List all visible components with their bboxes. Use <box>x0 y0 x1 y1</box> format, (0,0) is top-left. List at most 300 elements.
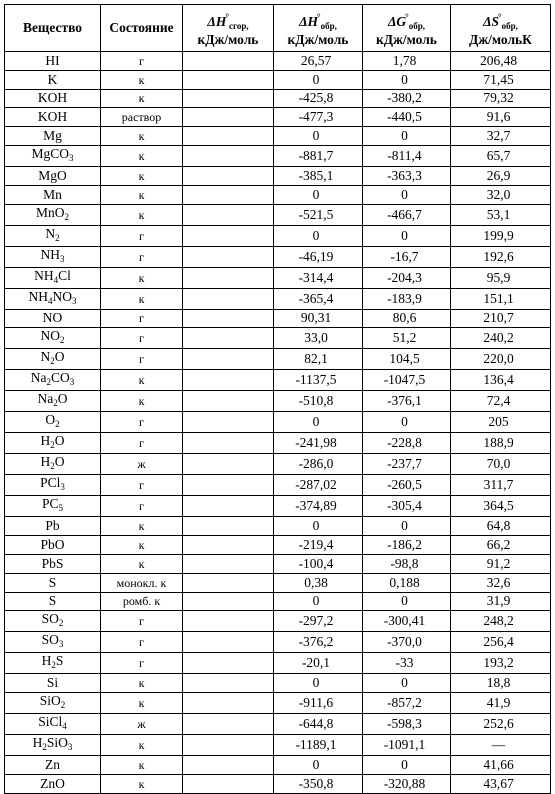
enthalpy-combustion-cell <box>183 653 274 674</box>
entropy-cell: 311,7 <box>451 475 551 496</box>
table-row <box>5 349 551 370</box>
formula-part: Mg <box>43 128 62 144</box>
formula-subscript: 3 <box>72 295 77 306</box>
enthalpy-formation-cell: -350,8 <box>274 774 363 793</box>
header-substance: Вещество <box>5 5 101 52</box>
state-cell: к <box>101 735 183 756</box>
gibbs-formation-cell: -1047,5 <box>363 370 451 391</box>
table-row <box>5 145 551 166</box>
formula-subscript: 3 <box>58 639 64 650</box>
gibbs-formation-cell: -186,2 <box>363 536 451 555</box>
gibbs-formation-cell: 0 <box>363 70 451 89</box>
unit: Дж/мольК <box>469 31 532 47</box>
substance-cell <box>5 267 101 288</box>
state-cell: г <box>101 349 183 370</box>
unit: кДж/моль <box>197 31 259 47</box>
formula-part: PC <box>41 496 59 512</box>
gibbs-formation-cell: -363,3 <box>363 166 451 185</box>
table-row <box>5 267 551 288</box>
entropy-cell: 192,6 <box>451 246 551 267</box>
substance-cell <box>5 517 101 536</box>
formula-subscript: 4 <box>48 295 53 306</box>
enthalpy-combustion-cell <box>183 70 274 89</box>
state-cell: к <box>101 517 183 536</box>
gibbs-formation-cell: 0 <box>363 127 451 146</box>
degree-mark: ° <box>225 11 229 22</box>
gibbs-formation-cell: -598,3 <box>363 714 451 735</box>
substance-cell <box>5 349 101 370</box>
substance-cell <box>5 592 101 611</box>
entropy-cell: 256,4 <box>451 632 551 653</box>
entropy-cell: 205 <box>451 412 551 433</box>
enthalpy-combustion-cell <box>183 433 274 454</box>
enthalpy-formation-cell: -1137,5 <box>274 370 363 391</box>
enthalpy-combustion-cell <box>183 328 274 349</box>
enthalpy-combustion-cell <box>183 554 274 573</box>
entropy-cell: 364,5 <box>451 496 551 517</box>
table-row <box>5 517 551 536</box>
formula-part: SiO <box>46 735 68 751</box>
state-cell: к <box>101 89 183 108</box>
substance-cell <box>5 89 101 108</box>
enthalpy-formation-cell: 26,57 <box>274 52 363 71</box>
formula-part: NH <box>28 288 48 304</box>
formula-part: H <box>41 653 52 669</box>
enthalpy-formation-cell: -219,4 <box>274 536 363 555</box>
formula-subscript: 2 <box>42 742 47 753</box>
formula-subscript: 2 <box>50 356 55 367</box>
enthalpy-combustion-cell <box>183 632 274 653</box>
substance-cell <box>5 166 101 185</box>
formula-subscript: 2 <box>50 461 55 472</box>
substance-cell <box>5 204 101 225</box>
substance-cell <box>5 573 101 592</box>
state-cell: г <box>101 309 183 328</box>
formula-part: O <box>57 391 68 407</box>
formula-part: H <box>40 433 51 449</box>
table-row <box>5 127 551 146</box>
table-row <box>5 774 551 793</box>
entropy-cell: 199,9 <box>451 225 551 246</box>
table-row <box>5 309 551 328</box>
table-row <box>5 70 551 89</box>
formula-part: O <box>54 433 65 449</box>
enthalpy-formation-cell: 0 <box>274 127 363 146</box>
enthalpy-combustion-cell <box>183 267 274 288</box>
formula-part: K <box>47 71 58 87</box>
state-cell: г <box>101 52 183 71</box>
enthalpy-formation-cell: -425,8 <box>274 89 363 108</box>
state-cell: к <box>101 127 183 146</box>
enthalpy-formation-cell: 0 <box>274 185 363 204</box>
symbol: ΔH <box>207 13 227 29</box>
formula-part: MgO <box>38 167 67 183</box>
enthalpy-formation-cell: 0 <box>274 412 363 433</box>
enthalpy-combustion-cell <box>183 454 274 475</box>
formula-part: PbO <box>40 537 65 553</box>
table-row <box>5 412 551 433</box>
gibbs-formation-cell: -1091,1 <box>363 735 451 756</box>
enthalpy-formation-cell: -376,2 <box>274 632 363 653</box>
substance-cell <box>5 127 101 146</box>
gibbs-formation-cell: 104,5 <box>363 349 451 370</box>
gibbs-formation-cell: -811,4 <box>363 145 451 166</box>
state-cell: г <box>101 475 183 496</box>
formula-subscript: 4 <box>53 274 59 285</box>
formula-part: S <box>48 574 57 590</box>
enthalpy-combustion-cell <box>183 145 274 166</box>
gibbs-formation-cell: 1,78 <box>363 52 451 71</box>
gibbs-formation-cell: -204,3 <box>363 267 451 288</box>
state-cell: г <box>101 632 183 653</box>
entropy-cell: — <box>451 735 551 756</box>
formula-part: SO <box>41 611 59 627</box>
substance-cell <box>5 554 101 573</box>
substance-cell <box>5 412 101 433</box>
table-row <box>5 185 551 204</box>
entropy-cell: 252,6 <box>451 714 551 735</box>
gibbs-formation-cell: -380,2 <box>363 89 451 108</box>
substance-cell <box>5 246 101 267</box>
entropy-cell: 151,1 <box>451 288 551 309</box>
substance-cell <box>5 475 101 496</box>
substance-cell <box>5 328 101 349</box>
entropy-cell: 210,7 <box>451 309 551 328</box>
state-cell: г <box>101 653 183 674</box>
enthalpy-formation-cell: -911,6 <box>274 693 363 714</box>
enthalpy-formation-cell: -644,8 <box>274 714 363 735</box>
entropy-cell: 32,0 <box>451 185 551 204</box>
state-cell: к <box>101 166 183 185</box>
enthalpy-formation-cell: -46,19 <box>274 246 363 267</box>
enthalpy-combustion-cell <box>183 108 274 127</box>
gibbs-formation-cell: 80,6 <box>363 309 451 328</box>
enthalpy-combustion-cell <box>183 475 274 496</box>
enthalpy-combustion-cell <box>183 536 274 555</box>
table-row <box>5 433 551 454</box>
entropy-cell: 79,32 <box>451 89 551 108</box>
formula-part: H <box>32 735 43 751</box>
formula-subscript: 3 <box>60 253 65 264</box>
formula-subscript: 2 <box>64 211 69 222</box>
enthalpy-formation-cell: 33,0 <box>274 328 363 349</box>
enthalpy-combustion-cell <box>183 89 274 108</box>
substance-cell <box>5 52 101 71</box>
gibbs-formation-cell: -466,7 <box>363 204 451 225</box>
gibbs-formation-cell: -376,1 <box>363 391 451 412</box>
formula-subscript: 2 <box>58 618 64 629</box>
substance-cell <box>5 108 101 127</box>
gibbs-formation-cell: -370,0 <box>363 632 451 653</box>
formula-part: NO <box>42 310 63 326</box>
header-row <box>5 5 551 52</box>
table-row <box>5 693 551 714</box>
state-cell: г <box>101 496 183 517</box>
enthalpy-formation-cell: 82,1 <box>274 349 363 370</box>
formula-part: NH <box>34 267 54 283</box>
subscript: обр, <box>408 20 426 31</box>
entropy-cell: 65,7 <box>451 145 551 166</box>
entropy-cell: 240,2 <box>451 328 551 349</box>
enthalpy-formation-cell: -374,89 <box>274 496 363 517</box>
table-row <box>5 756 551 775</box>
enthalpy-combustion-cell <box>183 127 274 146</box>
enthalpy-formation-cell: -881,7 <box>274 145 363 166</box>
state-cell: к <box>101 693 183 714</box>
enthalpy-formation-cell: -385,1 <box>274 166 363 185</box>
formula-part: N <box>40 349 51 365</box>
formula-part: O <box>54 349 65 365</box>
formula-subscript: 2 <box>55 232 60 243</box>
gibbs-formation-cell: 0 <box>363 185 451 204</box>
enthalpy-formation-cell: -241,98 <box>274 433 363 454</box>
formula-subscript: 2 <box>53 398 58 409</box>
formula-subscript: 2 <box>55 419 60 430</box>
formula-part: PbS <box>41 555 64 571</box>
formula-part: N <box>45 225 56 241</box>
subscript: сгор, <box>228 20 249 31</box>
symbol: ΔH <box>299 13 319 29</box>
entropy-cell: 91,6 <box>451 108 551 127</box>
enthalpy-formation-cell: 0 <box>274 592 363 611</box>
formula-subscript: 2 <box>60 700 66 711</box>
entropy-cell: 193,2 <box>451 653 551 674</box>
header-entropy <box>451 5 551 52</box>
formula-part: KOH <box>37 109 68 125</box>
gibbs-formation-cell: -260,5 <box>363 475 451 496</box>
formula-part: Na <box>37 391 54 407</box>
substance-cell <box>5 536 101 555</box>
table-row <box>5 674 551 693</box>
formula-part: NO <box>40 328 60 344</box>
enthalpy-formation-cell: -287,02 <box>274 475 363 496</box>
state-cell: к <box>101 391 183 412</box>
enthalpy-combustion-cell <box>183 349 274 370</box>
table-row <box>5 370 551 391</box>
enthalpy-combustion-cell <box>183 693 274 714</box>
gibbs-formation-cell: -857,2 <box>363 693 451 714</box>
state-cell: г <box>101 246 183 267</box>
table-row <box>5 328 551 349</box>
state-cell: к <box>101 674 183 693</box>
symbol: ΔG <box>387 13 407 29</box>
formula-part: H <box>40 454 51 470</box>
gibbs-formation-cell: -300,41 <box>363 611 451 632</box>
substance-cell <box>5 370 101 391</box>
gibbs-formation-cell: 51,2 <box>363 328 451 349</box>
enthalpy-formation-cell: -20,1 <box>274 653 363 674</box>
enthalpy-formation-cell: -1189,1 <box>274 735 363 756</box>
table-row <box>5 225 551 246</box>
enthalpy-combustion-cell <box>183 370 274 391</box>
table-row <box>5 611 551 632</box>
entropy-cell: 41,9 <box>451 693 551 714</box>
enthalpy-combustion-cell <box>183 573 274 592</box>
gibbs-formation-cell: -16,7 <box>363 246 451 267</box>
enthalpy-combustion-cell <box>183 52 274 71</box>
substance-cell <box>5 714 101 735</box>
state-cell: г <box>101 433 183 454</box>
entropy-cell: 220,0 <box>451 349 551 370</box>
entropy-cell: 64,8 <box>451 517 551 536</box>
enthalpy-combustion-cell <box>183 714 274 735</box>
gibbs-formation-cell: -98,8 <box>363 554 451 573</box>
state-cell: к <box>101 185 183 204</box>
state-cell: г <box>101 225 183 246</box>
state-cell: к <box>101 536 183 555</box>
degree-mark: ° <box>405 11 409 22</box>
thermodynamic-data-table <box>4 4 551 794</box>
table-row <box>5 632 551 653</box>
unit: кДж/моль <box>287 31 349 47</box>
substance-cell <box>5 225 101 246</box>
substance-cell <box>5 674 101 693</box>
state-cell: ромб. к <box>101 592 183 611</box>
entropy-cell: 32,6 <box>451 573 551 592</box>
enthalpy-formation-cell: -510,8 <box>274 391 363 412</box>
substance-cell <box>5 70 101 89</box>
enthalpy-combustion-cell <box>183 185 274 204</box>
table-row <box>5 246 551 267</box>
formula-part: HI <box>45 52 60 68</box>
table-row <box>5 166 551 185</box>
header-state: Состояние <box>101 5 183 52</box>
state-cell: г <box>101 328 183 349</box>
state-cell: к <box>101 70 183 89</box>
enthalpy-combustion-cell <box>183 391 274 412</box>
entropy-cell: 206,48 <box>451 52 551 71</box>
subscript: обр, <box>320 20 337 31</box>
enthalpy-combustion-cell <box>183 225 274 246</box>
header-gibbs-formation <box>363 5 451 52</box>
substance-cell <box>5 611 101 632</box>
enthalpy-formation-cell: 0 <box>274 674 363 693</box>
substance-cell <box>5 735 101 756</box>
formula-part: S <box>48 593 57 609</box>
formula-part: Pb <box>45 518 60 534</box>
table-row <box>5 592 551 611</box>
formula-subscript: 3 <box>67 742 73 753</box>
state-cell: к <box>101 145 183 166</box>
entropy-cell: 136,4 <box>451 370 551 391</box>
formula-subscript: 2 <box>50 440 55 451</box>
enthalpy-formation-cell: 0 <box>274 756 363 775</box>
gibbs-formation-cell: -305,4 <box>363 496 451 517</box>
enthalpy-formation-cell: 90,31 <box>274 309 363 328</box>
entropy-cell: 32,7 <box>451 127 551 146</box>
table-row <box>5 391 551 412</box>
entropy-cell: 95,9 <box>451 267 551 288</box>
gibbs-formation-cell: -320,88 <box>363 774 451 793</box>
formula-part: ZnO <box>40 775 65 791</box>
state-cell: монокл. к <box>101 573 183 592</box>
formula-subscript: 3 <box>60 482 65 493</box>
enthalpy-formation-cell: 0 <box>274 70 363 89</box>
enthalpy-formation-cell: 0 <box>274 517 363 536</box>
formula-part: NH <box>40 246 60 262</box>
header-enthalpy-combustion <box>183 5 274 52</box>
enthalpy-formation-cell: -314,4 <box>274 267 363 288</box>
enthalpy-formation-cell: -365,4 <box>274 288 363 309</box>
table-row <box>5 735 551 756</box>
table-row <box>5 573 551 592</box>
table-body <box>5 52 551 794</box>
table-row <box>5 714 551 735</box>
enthalpy-combustion-cell <box>183 288 274 309</box>
degree-mark: ° <box>498 11 502 22</box>
formula-part: MnO <box>35 204 65 220</box>
unit: кДж/моль <box>376 31 437 47</box>
formula-part: O <box>45 412 56 428</box>
entropy-cell: 188,9 <box>451 433 551 454</box>
formula-subscript: 5 <box>58 503 63 514</box>
table-row <box>5 288 551 309</box>
formula-part: SiO <box>39 693 61 709</box>
substance-cell <box>5 454 101 475</box>
gibbs-formation-cell: 0,188 <box>363 573 451 592</box>
enthalpy-combustion-cell <box>183 756 274 775</box>
formula-part: CO <box>50 370 70 386</box>
table-row <box>5 108 551 127</box>
entropy-cell: 71,45 <box>451 70 551 89</box>
entropy-cell: 248,2 <box>451 611 551 632</box>
enthalpy-formation-cell: -477,3 <box>274 108 363 127</box>
formula-part: O <box>54 454 65 470</box>
gibbs-formation-cell: -183,9 <box>363 288 451 309</box>
gibbs-formation-cell: -237,7 <box>363 454 451 475</box>
formula-subscript: 2 <box>46 377 51 388</box>
substance-cell <box>5 391 101 412</box>
enthalpy-formation-cell: 0 <box>274 225 363 246</box>
substance-cell <box>5 653 101 674</box>
formula-subscript: 2 <box>51 660 56 671</box>
state-cell: к <box>101 756 183 775</box>
state-cell: г <box>101 611 183 632</box>
gibbs-formation-cell: 0 <box>363 412 451 433</box>
state-cell: к <box>101 288 183 309</box>
formula-part: NO <box>52 288 72 304</box>
enthalpy-combustion-cell <box>183 774 274 793</box>
formula-part: Mn <box>43 186 62 202</box>
formula-part: MgCO <box>31 145 69 161</box>
state-cell: к <box>101 370 183 391</box>
formula-subscript: 4 <box>62 721 67 732</box>
table-row <box>5 554 551 573</box>
enthalpy-combustion-cell <box>183 674 274 693</box>
formula-part: SiCl <box>38 714 63 730</box>
entropy-cell: 72,4 <box>451 391 551 412</box>
state-cell: к <box>101 204 183 225</box>
enthalpy-combustion-cell <box>183 204 274 225</box>
table-row <box>5 454 551 475</box>
formula-part: Zn <box>45 757 60 773</box>
table-row <box>5 653 551 674</box>
gibbs-formation-cell: 0 <box>363 674 451 693</box>
enthalpy-combustion-cell <box>183 246 274 267</box>
entropy-cell: 53,1 <box>451 204 551 225</box>
formula-part: Cl <box>58 267 71 283</box>
gibbs-formation-cell: -33 <box>363 653 451 674</box>
substance-cell <box>5 774 101 793</box>
gibbs-formation-cell: -440,5 <box>363 108 451 127</box>
formula-part: SO <box>41 632 59 648</box>
enthalpy-combustion-cell <box>183 412 274 433</box>
enthalpy-combustion-cell <box>183 517 274 536</box>
substance-cell <box>5 433 101 454</box>
table-row <box>5 204 551 225</box>
substance-cell <box>5 496 101 517</box>
table-row <box>5 536 551 555</box>
